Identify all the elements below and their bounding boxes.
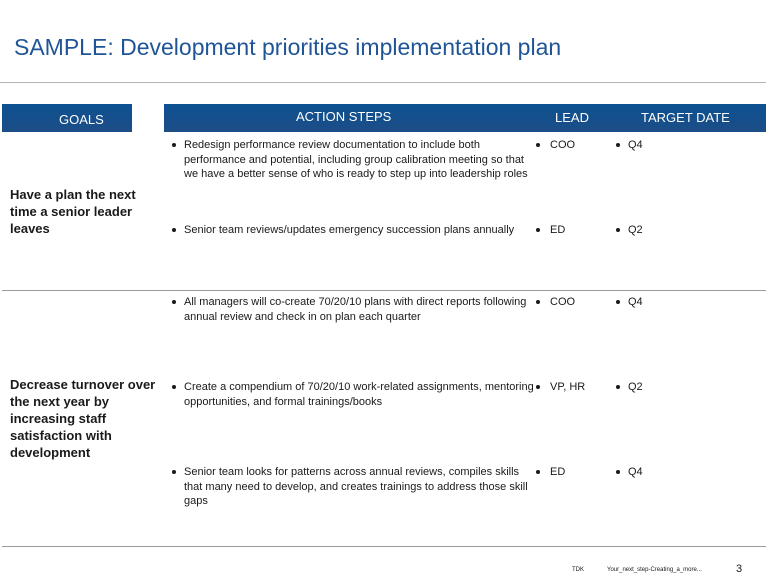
table-row-2-action: Senior team reviews/updates emergency succession plans annually	[172, 223, 536, 238]
bullet-icon	[536, 300, 540, 304]
bullet-icon	[536, 143, 540, 147]
goal-section-divider	[2, 290, 766, 291]
lead-column-header: LEAD	[555, 110, 589, 125]
footer-source-code: TDK	[572, 567, 584, 573]
table-row-4-lead: VP, HR	[536, 380, 585, 395]
goal-2: Decrease turnover over the next year by increasing staff satisfaction with development	[10, 377, 156, 460]
bullet-icon	[172, 385, 176, 389]
table-row-5-action: Senior team looks for patterns across annual reviews, compiles skills that many need to develop, and creates trainings to address those skill gaps	[172, 465, 536, 509]
table-row-3-lead: COO	[536, 295, 575, 310]
title-divider	[0, 82, 766, 83]
bullet-icon	[172, 470, 176, 474]
table-bottom-divider	[2, 546, 766, 547]
table-row-2-target: Q2	[616, 223, 643, 238]
table-row-4-target: Q2	[616, 380, 643, 395]
table-row-3-action: All managers will co-create 70/20/10 plans with direct reports following annual review and check in on plan each quarter	[172, 295, 536, 324]
goals-column-header: GOALS	[59, 112, 104, 127]
bullet-icon	[616, 470, 620, 474]
page-number: 3	[736, 563, 743, 575]
table-row-2-lead: ED	[536, 223, 565, 238]
table-row-1-target: Q4	[616, 138, 643, 153]
bullet-icon	[172, 300, 176, 304]
target-date-column-header: TARGET DATE	[641, 110, 730, 125]
footer-filename: Your_next_step-Creating_a_more...	[607, 567, 702, 573]
table-row-1-action: Redesign performance review documentation to include both performance and potential, including group calibration meeting so that we have a better sense of who is ready to step up into leadership roles	[172, 138, 536, 182]
table-row-4-action: Create a compendium of 70/20/10 work-related assignments, mentoring opportunities, and formal trainings/books	[172, 380, 536, 409]
action-steps-column-header: ACTION STEPS	[296, 109, 392, 124]
bullet-icon	[536, 470, 540, 474]
bullet-icon	[616, 300, 620, 304]
bullet-icon	[616, 385, 620, 389]
bullet-icon	[616, 143, 620, 147]
page-title: SAMPLE: Development priorities implementation plan	[14, 34, 562, 60]
table-row-3-target: Q4	[616, 295, 643, 310]
bullet-icon	[172, 143, 176, 147]
table-row-1-lead: COO	[536, 138, 575, 153]
bullet-icon	[536, 228, 540, 232]
bullet-icon	[616, 228, 620, 232]
table-row-5-lead: ED	[536, 465, 565, 480]
table-row-5-target: Q4	[616, 465, 643, 480]
goal-1: Have a plan the next time a senior leader leaves	[10, 187, 136, 236]
bullet-icon	[536, 385, 540, 389]
bullet-icon	[172, 228, 176, 232]
